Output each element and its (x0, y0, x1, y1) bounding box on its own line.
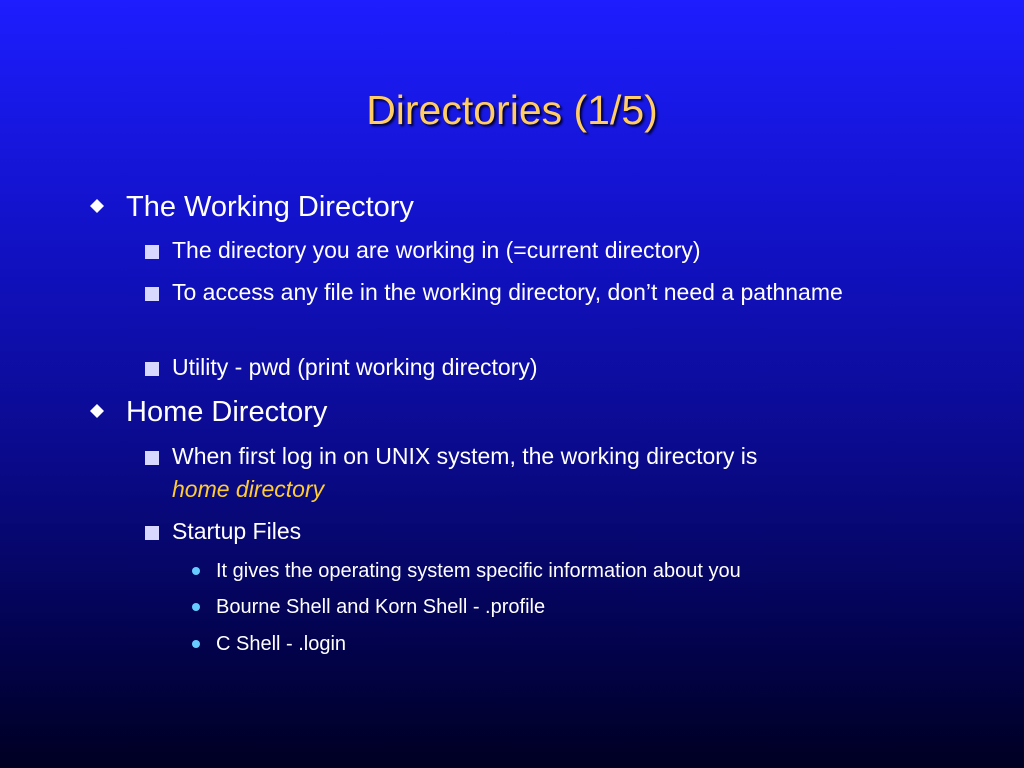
dot-bullet-icon (192, 603, 200, 611)
sub-list-item-text: Bourne Shell and Korn Shell - .profile (216, 596, 546, 618)
dot-bullet-icon (192, 567, 200, 575)
sub-list-item-text: It gives the operating system specific information about you (216, 560, 741, 582)
square-bullet-icon (145, 245, 159, 259)
list-item-text (172, 440, 912, 506)
diamond-bullet-icon (90, 199, 104, 213)
section-heading-text: The Working Directory (126, 191, 414, 223)
square-bullet-icon (145, 287, 159, 301)
square-bullet-icon (145, 451, 159, 465)
list-item-text-main: When first log in on UNIX system, the working directory is (172, 443, 758, 469)
dot-bullet-icon (192, 640, 200, 648)
square-bullet-icon (145, 362, 159, 376)
list-item-text: The directory you are working in (=current directory) (172, 237, 701, 263)
slide-title: Directories (1/5) (366, 87, 658, 133)
diamond-bullet-icon (90, 404, 104, 418)
highlighted-term: home directory (172, 476, 325, 502)
square-bullet-icon (145, 526, 159, 540)
sub-list-item-text: C Shell - .login (216, 633, 347, 655)
list-item-text: Startup Files (172, 518, 302, 544)
list-item-text: Utility - pwd (print working directory) (172, 354, 538, 380)
section-heading-text: Home Directory (126, 396, 328, 428)
list-item-text: To access any file in the working directory, don’t need a pathname (172, 279, 843, 305)
